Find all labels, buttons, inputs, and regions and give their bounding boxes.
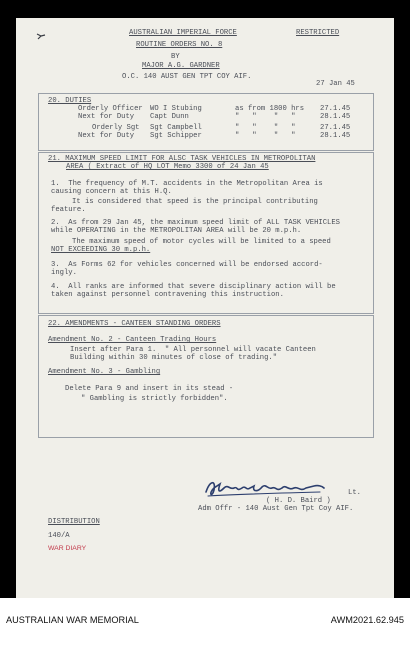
duty-mark: " " " " bbox=[235, 113, 296, 121]
para-4: taken against personnel contravening this instruction. bbox=[51, 291, 284, 299]
footer-accession: AWM2021.62.945 bbox=[330, 615, 404, 625]
restricted-label: RESTRICTED bbox=[296, 29, 340, 37]
duty-name: Capt Dunn bbox=[150, 113, 189, 121]
section-22-box bbox=[38, 315, 374, 438]
duty-role: Next for Duty bbox=[78, 113, 135, 121]
duty-date: 28.1.45 bbox=[320, 113, 351, 121]
footer-bar bbox=[0, 598, 410, 653]
para-3: ingly. bbox=[51, 269, 77, 277]
signatory-name: ( H. D. Baird ) bbox=[266, 497, 331, 505]
signatory-title: Adm Offr - 140 Aust Gen Tpt Coy AIF. bbox=[198, 505, 354, 513]
document-page bbox=[16, 18, 394, 598]
section-21-subtitle: AREA ( Extract of HQ LOT Memo 3300 of 24 Jan 45 bbox=[66, 163, 269, 171]
amendment-2-text: Insert after Para 1. " All personnel will vacate Canteen bbox=[70, 346, 316, 354]
duty-date: 28.1.45 bbox=[320, 132, 351, 140]
section-20-title: 20. DUTIES bbox=[48, 97, 92, 105]
distribution-label: DISTRIBUTION bbox=[48, 518, 100, 526]
para-3: 3. As Forms 62 for vehicles concerned will be endorsed accord- bbox=[51, 261, 323, 269]
duty-mark: as from 1800 hrs bbox=[235, 105, 305, 113]
section-21-title: 21. MAXIMUM SPEED LIMIT FOR ALSC TASK VEHICLES IN METROPOLITAN bbox=[48, 155, 316, 163]
duty-name: Sgt Schipper bbox=[150, 132, 202, 140]
para-2: while OPERATING in the METROPOLITAN AREA will be 20 m.p.h. bbox=[51, 227, 302, 235]
duty-date: 27.1.45 bbox=[320, 124, 351, 132]
header-unit: O.C. 140 AUST GEN TPT COY AIF. bbox=[122, 73, 252, 81]
para-1: causing concern at this H.Q. bbox=[51, 188, 172, 196]
war-diary-stamp: WAR DIARY bbox=[48, 545, 87, 552]
duty-mark: " " " " bbox=[235, 124, 296, 132]
para-2: The maximum speed of motor cycles will be limited to a speed bbox=[72, 238, 331, 246]
duty-role: Orderly Officer bbox=[78, 105, 143, 113]
amendment-2-text: Building within 30 minutes of close of trading." bbox=[70, 354, 278, 362]
amendment-3-text: " Gambling is strictly forbidden". bbox=[81, 395, 228, 403]
footer-institution: AUSTRALIAN WAR MEMORIAL bbox=[6, 615, 139, 625]
para-1: feature. bbox=[51, 206, 86, 214]
header-by: BY bbox=[171, 53, 180, 61]
amendment-2-title: Amendment No. 2 - Canteen Trading Hours bbox=[48, 336, 217, 344]
amendment-3-title: Amendment No. 3 - Gambling bbox=[48, 368, 161, 376]
para-2: 2. As from 29 Jan 45, the maximum speed limit of ALL TASK VEHICLES bbox=[51, 219, 340, 227]
amendment-3-text: Delete Para 9 and insert in its stead - bbox=[65, 385, 234, 393]
duty-name: WO I Stubing bbox=[150, 105, 202, 113]
header-date: 27 Jan 45 bbox=[316, 80, 355, 88]
para-1: 1. The frequency of M.T. accidents in the Metropolitan Area is bbox=[51, 180, 323, 188]
punch-mark-icon bbox=[36, 32, 46, 40]
distribution-ref: 140/A bbox=[48, 532, 70, 540]
header-major: MAJOR A.G. GARDNER bbox=[142, 62, 220, 70]
duty-name: Sgt Campbell bbox=[150, 124, 202, 132]
duty-date: 27.1.45 bbox=[320, 105, 351, 113]
duty-role: Next for Duty bbox=[78, 132, 135, 140]
header-orders: ROUTINE ORDERS NO. 8 bbox=[136, 41, 223, 49]
para-2: NOT EXCEEDING 30 m.p.h. bbox=[51, 246, 151, 254]
section-22-title: 22. AMENDMENTS - CANTEEN STANDING ORDERS bbox=[48, 320, 221, 328]
para-1: It is considered that speed is the principal contributing bbox=[72, 198, 318, 206]
header-force: AUSTRALIAN IMPERIAL FORCE bbox=[129, 29, 237, 37]
duty-role: Orderly Sgt bbox=[92, 124, 140, 132]
para-4: 4. All ranks are informed that severe disciplinary action will be bbox=[51, 283, 336, 291]
signature-rank: Lt. bbox=[348, 489, 361, 497]
duty-mark: " " " " bbox=[235, 132, 296, 140]
